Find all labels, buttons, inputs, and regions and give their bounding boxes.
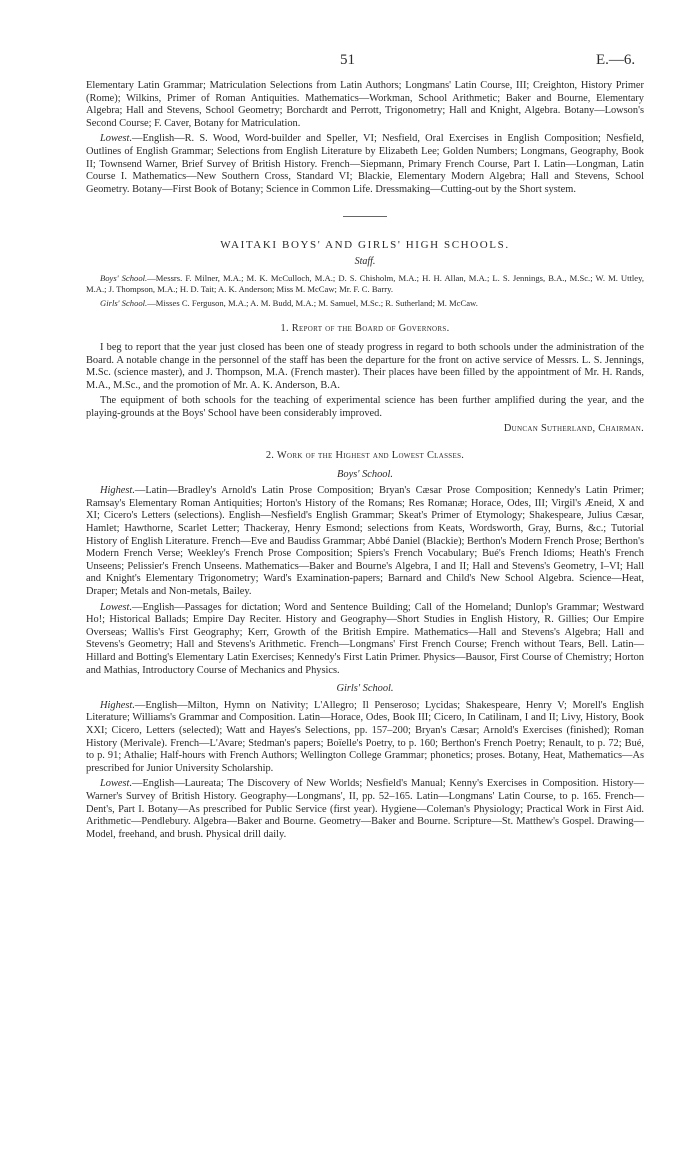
lowest-text: —English—R. S. Wood, Word-builder and Speller, VI; Nesfield, Oral Exercises in English Composition; Nesfield, Outlines of English Grammar; Selections from English Literature by Elizabeth Lee; Golden Numbers; Longmans, Geography, Book II; Townsend Warner, Brief Survey of British History. French—Siepmann, Primary French Course, Part I. Latin—Longman, Latin Course I. Mathematics—New Southern Cross, Standard VI; Blackie, Elementary Modern Algebra; Hall and Stevens, School Geometry. Botany—First Book of Botany; Science in Common Life. Dressmaking—Cutting-out by the Short system.: [86, 133, 644, 195]
section-divider: [343, 216, 387, 217]
boys-lowest-text: —English—Passages for dictation; Word and Sentence Building; Call of the Homeland; Dunlop's Grammar; Westward Ho!; Historical Ballads; Empire Day Reciter. History and Geography—Short Studies in English History, R. Gillies; Our Empire Overseas; Wallis's First Geography; Kerr, Growth of the British Empire. Mathematics—Hall and Stevens's Algebra; Hall and Stevens's Geometry; Hall and Stevens's Arithmetic. French—Longmans' First French Course; French without Tears, Bell. Latin—Hillard and Botting's Elementary Latin Exercises; Kennedy's First Latin Primer. Physics—Bausor, First Course of Chemistry; Horton and Mathias, Introductory Course of Mechanics and Physics.: [86, 601, 644, 676]
boys-highest-text: —Latin—Bradley's Arnold's Latin Prose Composition; Bryan's Cæsar Prose Composition; Kennedy's Latin Primer; Ramsay's Elementary Roman Antiquities; Horton's History of the Romans; Res Romanæ; Horace, Odes, III; Virgil's Æneid, X and XI; Cicero's Letters (selections). English—Nesfield's English Grammar; Skeat's Primer of Etymology; Shakespeare, Julius Cæsar, Hamlet; Hawthorne, Scarlet Letter; Thackeray, Henry Esmond; selections from Keats, Wordsworth, Gray, Burns, &c.; Tutorial History of English Literature. French—Eve and Baudiss Grammar; Abbé Daniel (Blackie); Berthon's Modern French Prose; Berthon's Modern French Verse; Weekley's French Prose Composition; Spiers's French Vocabulary; Bué's French Idioms; Heath's French Unseens; Pelissier's French Unseens. Mathematics—Baker and Bourne's Algebra, I and II; Hall and Stevens's Geometry, I–VI; Hall and Knight's Elementary Trigonometry; Ward's Examination-papers; Barnard and Child's New School Algebra. Science—Heat, Draper; Metals and Non-metals, Bailey.: [86, 485, 644, 597]
boys-staff-text: —Messrs. F. Milner, M.A.; M. K. McCulloch, M.A.; D. S. Chisholm, M.A.; H. H. Allan, M.A.; L. S. Jennings, B.A., M.Sc.; W. M. Uttley, M.A.; J. Thompson, M.A.; H. D. Tait; A. K. Anderson; Miss M. McCaw; Mr. F. C. Barry.: [86, 272, 645, 295]
girls-school-heading: Girls' School.: [336, 683, 394, 695]
boys-staff-list: [86, 273, 644, 296]
girls-staff-label: Girls' School.: [100, 297, 148, 308]
girls-lowest-label: Lowest.: [100, 778, 133, 790]
report-signature: Duncan Sutherland, Chairman.: [503, 423, 644, 435]
document-reference: E.—6.: [596, 52, 636, 68]
lowest-class-paragraph: [86, 133, 644, 196]
report-paragraph-1: I beg to report that the year just closed has been one of steady progress in regard to both schools under the administration of the Board. A notable change in the personnel of the staff has been the departure for the front on active service of Messrs. L. S. Jennings, M.Sc. (science master), and J. Thompson, M.A. (French master). Their places have been filled by the appointment of Mr. H. Rands, M.A., M.Sc., and the promotion of Mr. A. K. Anderson, B.A.: [86, 341, 644, 391]
page-header: [0, 52, 700, 74]
girls-staff-text: —Misses C. Ferguson, M.A.; A. M. Budd, M.A.; M. Samuel, M.Sc.; R. Sutherland; M. McCaw.: [147, 297, 478, 308]
boys-lowest-label: Lowest.: [100, 601, 133, 613]
work-heading: 2. Work of the Highest and Lowest Classes.: [265, 450, 465, 462]
boys-lowest-paragraph: [86, 602, 644, 678]
girls-highest-paragraph: [86, 700, 644, 776]
girls-lowest-paragraph: [86, 778, 644, 841]
continued-paragraph: Elementary Latin Grammar; Matriculation Selections from Latin Authors; Longmans' Latin Course, III; Creighton, History Primer (Rome); Wilkins, Primer of Roman Antiquities. Mathematics—Workman, School Arithmetic; Baker and Bourne, Elementary Algebra; Hall and Stevens, School Geometry; Borchardt and Perrott, Trigonometry; Hall and Knight, Algebra. Botany—Lowson's Second Course; F. Caver, Botany for Matriculation.: [86, 80, 644, 129]
report-heading: 1. Report of the Board of Governors.: [280, 323, 450, 335]
school-title: WAITAKI BOYS' AND GIRLS' HIGH SCHOOLS.: [220, 239, 510, 252]
page-number: 51: [340, 52, 355, 68]
girls-highest-label: Highest.: [100, 699, 135, 711]
girls-staff-list: [86, 298, 644, 310]
girls-highest-text: —English—Milton, Hymn on Nativity; L'Allegro; Il Penseroso; Lycidas; Shakespeare, Henry V; Morell's English Literature; Williams's Grammar and Composition. Latin—Horace, Odes, Book III; Cicero, In Catilinam, I and II; Livy, History, Book XXI; Cicero, Letters (selected); Watt and Hayes's Selections, pp. 157–200; Bryan's Cæsar; Arnold's Exercises (finished); Roman History (Merivale). French—L'Avare; Stedman's papers; Boïelle's Poetry, to p. 160; Berthon's French Poetry; Renault, to p. 72; Bué, to p. 91; Athalie; Half-hours with French Authors; Wellington College Grammar; phonetics; proses. Botany, Heat, Mathematics—As prescribed for Junior University Scholarship.: [86, 699, 644, 774]
girls-lowest-text: —English—Laureata; The Discovery of New Worlds; Nesfield's Manual; Kenny's Exercises in Composition. History—Warner's Survey of British History. Geography—Longmans', II, pp. 52–165. Latin—Longmans' Latin Course, to p. 165. French—Dent's, Part I. Botany—As prescribed for Public Service (first year). Hygiene—Coleman's Physiology; Practical Work in First Aid. Arithmetic—Pendlebury. Algebra—Baker and Bourne. Geometry—Baker and Bourne. Scripture—St. Matthew's Gospel. Drawing—Model, freehand, and brush. Physical drill daily.: [86, 778, 644, 840]
page-body: [86, 80, 644, 844]
boys-school-heading: Boys' School.: [337, 468, 393, 480]
staff-label: Staff.: [354, 255, 376, 267]
boys-highest-paragraph: [86, 485, 644, 598]
report-paragraph-2: The equipment of both schools for the teaching of experimental science has been further amplified during the year, and the playing-grounds at the Boys' School have been considerably improved.: [86, 395, 644, 419]
boys-highest-label: Highest.: [100, 485, 135, 497]
boys-staff-label: Boys' School.: [100, 272, 148, 283]
lowest-label: Lowest.: [100, 133, 133, 145]
